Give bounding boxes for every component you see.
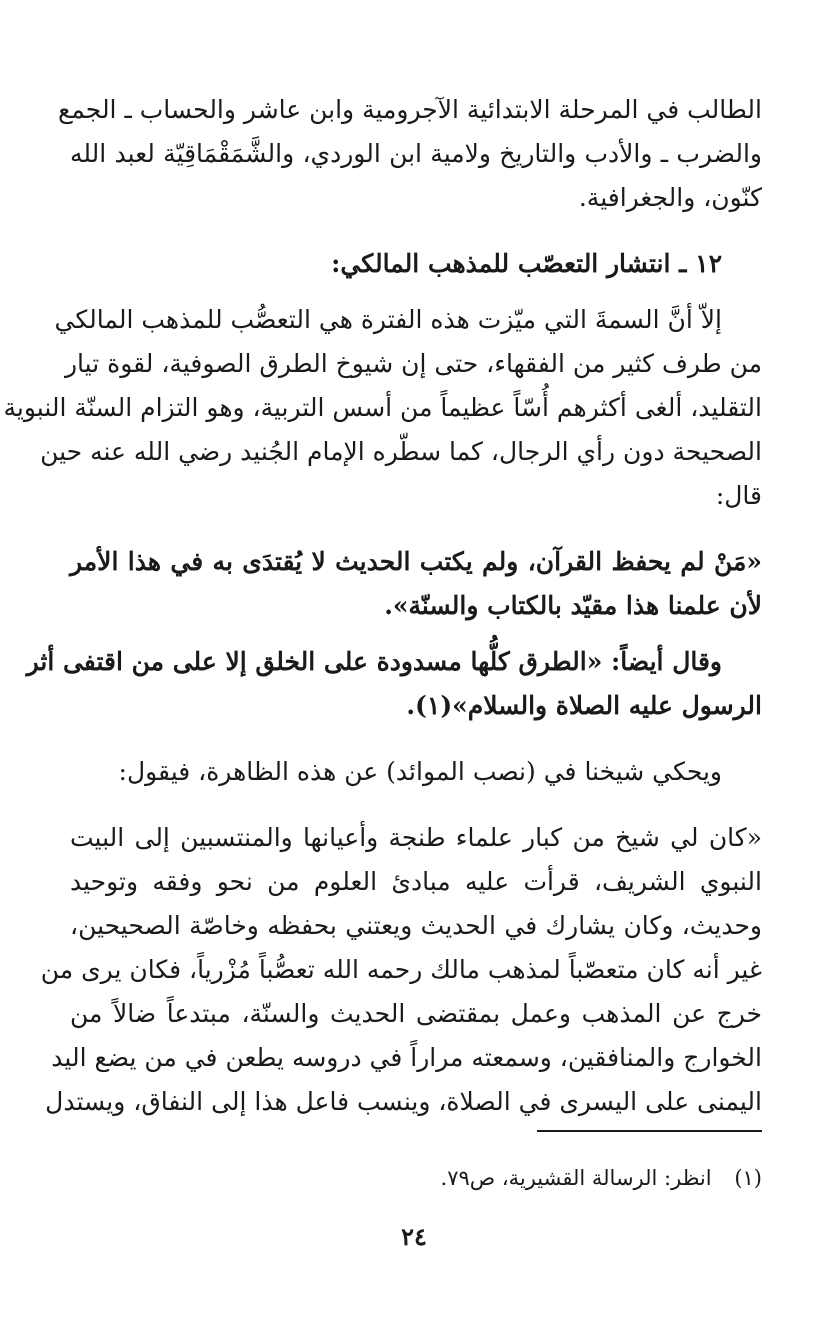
quote-line: لأن علمنا هذا مقيّد بالكتاب والسنّة». bbox=[384, 591, 762, 620]
quote-line: وقال أيضاً: «الطرق كلُّها مسدودة على الخلق إلا على من اقتفى أثر bbox=[26, 647, 722, 676]
text-line: قال: bbox=[715, 481, 762, 510]
junayd-quote-2 bbox=[26, 640, 762, 728]
footnote-divider bbox=[537, 1130, 762, 1132]
text-line: خرج عن المذهب وعمل بمقتضى الحديث والسنّة، مبتدعاً ضالاً من bbox=[70, 999, 762, 1028]
section-heading: ١٢ ـ انتشار التعصّب للمذهب المالكي: bbox=[331, 249, 722, 278]
text-line: اليمنى على اليسرى في الصلاة، وينسب فاعل هذا إلى النفاق، ويستدل bbox=[45, 1087, 762, 1116]
intro-sentence: ويحكي شيخنا في (نصب الموائد) عن هذه الظاهرة، فيقول: bbox=[118, 757, 722, 786]
text-line: كنّون، والجغرافية. bbox=[578, 183, 762, 212]
text-line: وحديث، وكان يشارك في الحديث ويعتني بحفظه وخاصّة الصحيحين، bbox=[70, 911, 762, 940]
quote-line: «مَنْ لم يحفظ القرآن، ولم يكتب الحديث لا يُقتدَى به في هذا الأمر bbox=[70, 547, 762, 576]
text-line: والضرب ـ والأدب والتاريخ ولامية ابن الوردي، والشَّمَقْمَاقِيّة لعبد الله bbox=[70, 139, 762, 168]
top-paragraph bbox=[58, 88, 762, 220]
quote-line: الرسول عليه الصلاة والسلام»(١). bbox=[406, 691, 762, 720]
junayd-quote-1 bbox=[70, 540, 762, 628]
intro-sentence-block bbox=[70, 750, 762, 794]
story-paragraph bbox=[40, 816, 762, 1124]
section-heading-block bbox=[70, 242, 762, 286]
book-page-body bbox=[3, 88, 762, 1124]
section-paragraph bbox=[3, 298, 762, 518]
text-line: التقليد، ألغى أكثرهم أُسّاً عظيماً من أسس التربية، وهو التزام السنّة النبوية bbox=[3, 393, 762, 422]
text-line: الصحيحة دون رأي الرجال، كما سطّره الإمام الجُنيد رضي الله عنه حين bbox=[40, 437, 762, 466]
text-line: من طرف كثير من الفقهاء، حتى إن شيوخ الطرق الصوفية، لقوة تيار bbox=[64, 349, 762, 378]
text-line: غير أنه كان متعصّباً لمذهب مالك رحمه الله تعصُّباً مُزْرياً، فكان يرى من bbox=[40, 955, 762, 984]
page-number: ٢٤ bbox=[401, 1222, 427, 1251]
text-line: «كان لي شيخ من كبار علماء طنجة وأعيانها والمنتسبين إلى البيت bbox=[70, 823, 762, 852]
text-line: النبوي الشريف، قرأت عليه مبادئ العلوم من نحو وفقه وتوحيد bbox=[70, 867, 762, 896]
text-line: الخوارج والمنافقين، وسمعته مراراً في دروسه يطعن في من يضع اليد bbox=[51, 1043, 762, 1072]
footnote-text: انظر: الرسالة القشيرية، ص٧٩. bbox=[440, 1166, 712, 1190]
footnote-number: (١) bbox=[734, 1166, 762, 1190]
text-line: الطالب في المرحلة الابتدائية الآجرومية وابن عاشر والحساب ـ الجمع bbox=[58, 95, 762, 124]
footnote bbox=[441, 1166, 762, 1190]
text-line: إلاّ أنَّ السمةَ التي ميّزت هذه الفترة هي التعصُّب للمذهب المالكي bbox=[54, 305, 722, 334]
